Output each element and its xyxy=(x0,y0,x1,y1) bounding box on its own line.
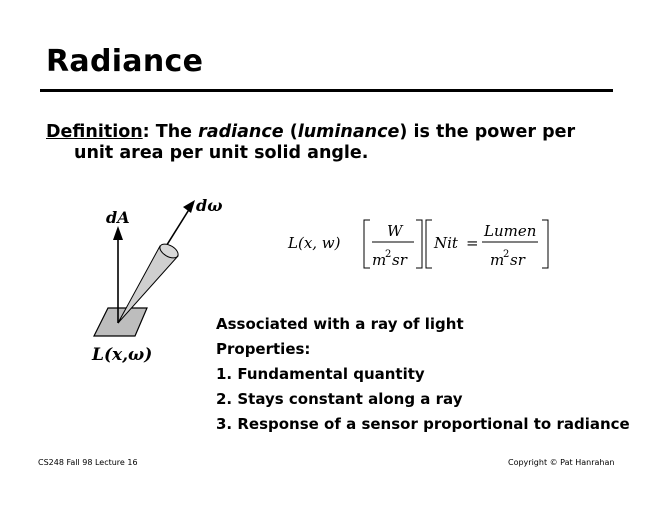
unit2-sup: 2 xyxy=(503,249,510,260)
equals-sign: = xyxy=(466,234,479,252)
list-item: 2. Stays constant along a ray xyxy=(216,390,463,408)
slide-title: Radiance xyxy=(46,44,204,79)
footer-course: CS248 Fall 98 Lecture 16 xyxy=(38,458,138,467)
radiance-formula xyxy=(286,214,556,274)
normal-arrowhead xyxy=(113,226,123,240)
bracket2-left xyxy=(426,220,432,268)
surface-patch xyxy=(94,308,147,336)
bracket1-left xyxy=(364,220,370,268)
ray-arrowhead xyxy=(183,200,195,213)
footer-copyright: Copyright © Pat Hanrahan xyxy=(508,458,615,467)
definition-line2: unit area per unit solid angle. xyxy=(74,143,369,163)
term-radiance: radiance xyxy=(198,122,284,142)
list-item: 3. Response of a sensor proportional to radiance xyxy=(216,415,630,433)
definition-rest: is the power per xyxy=(407,122,576,142)
unit2-denominator-m: m xyxy=(490,251,505,269)
term-luminance: luminance xyxy=(297,122,400,142)
bracket1-right xyxy=(416,220,422,268)
definition-pre: The xyxy=(149,122,199,142)
unit1-numerator: W xyxy=(387,222,403,240)
list-item: 1. Fundamental quantity xyxy=(216,365,425,383)
unit1-denominator-m: m xyxy=(372,251,387,269)
nit-label: Nit xyxy=(434,234,458,252)
list-item: Properties: xyxy=(216,340,311,358)
L-label: L(x,ω) xyxy=(92,345,153,365)
unit2-numerator: Lumen xyxy=(484,222,537,240)
paren-close: ) xyxy=(399,122,408,142)
definition-label: Definition xyxy=(46,122,143,142)
bracket2-right xyxy=(542,220,548,268)
dw-label: dω xyxy=(196,196,223,215)
definition-colon: : xyxy=(142,122,150,142)
list-item: Associated with a ray of light xyxy=(216,315,464,333)
unit1-denominator-sr: sr xyxy=(392,251,407,269)
unit1-sup: 2 xyxy=(385,249,392,260)
dA-label: dA xyxy=(106,208,130,227)
unit2-denominator-sr: sr xyxy=(510,251,525,269)
paren-open: ( xyxy=(283,122,298,142)
formula-lhs: L(x, w) xyxy=(288,234,341,252)
properties-list xyxy=(216,312,656,437)
